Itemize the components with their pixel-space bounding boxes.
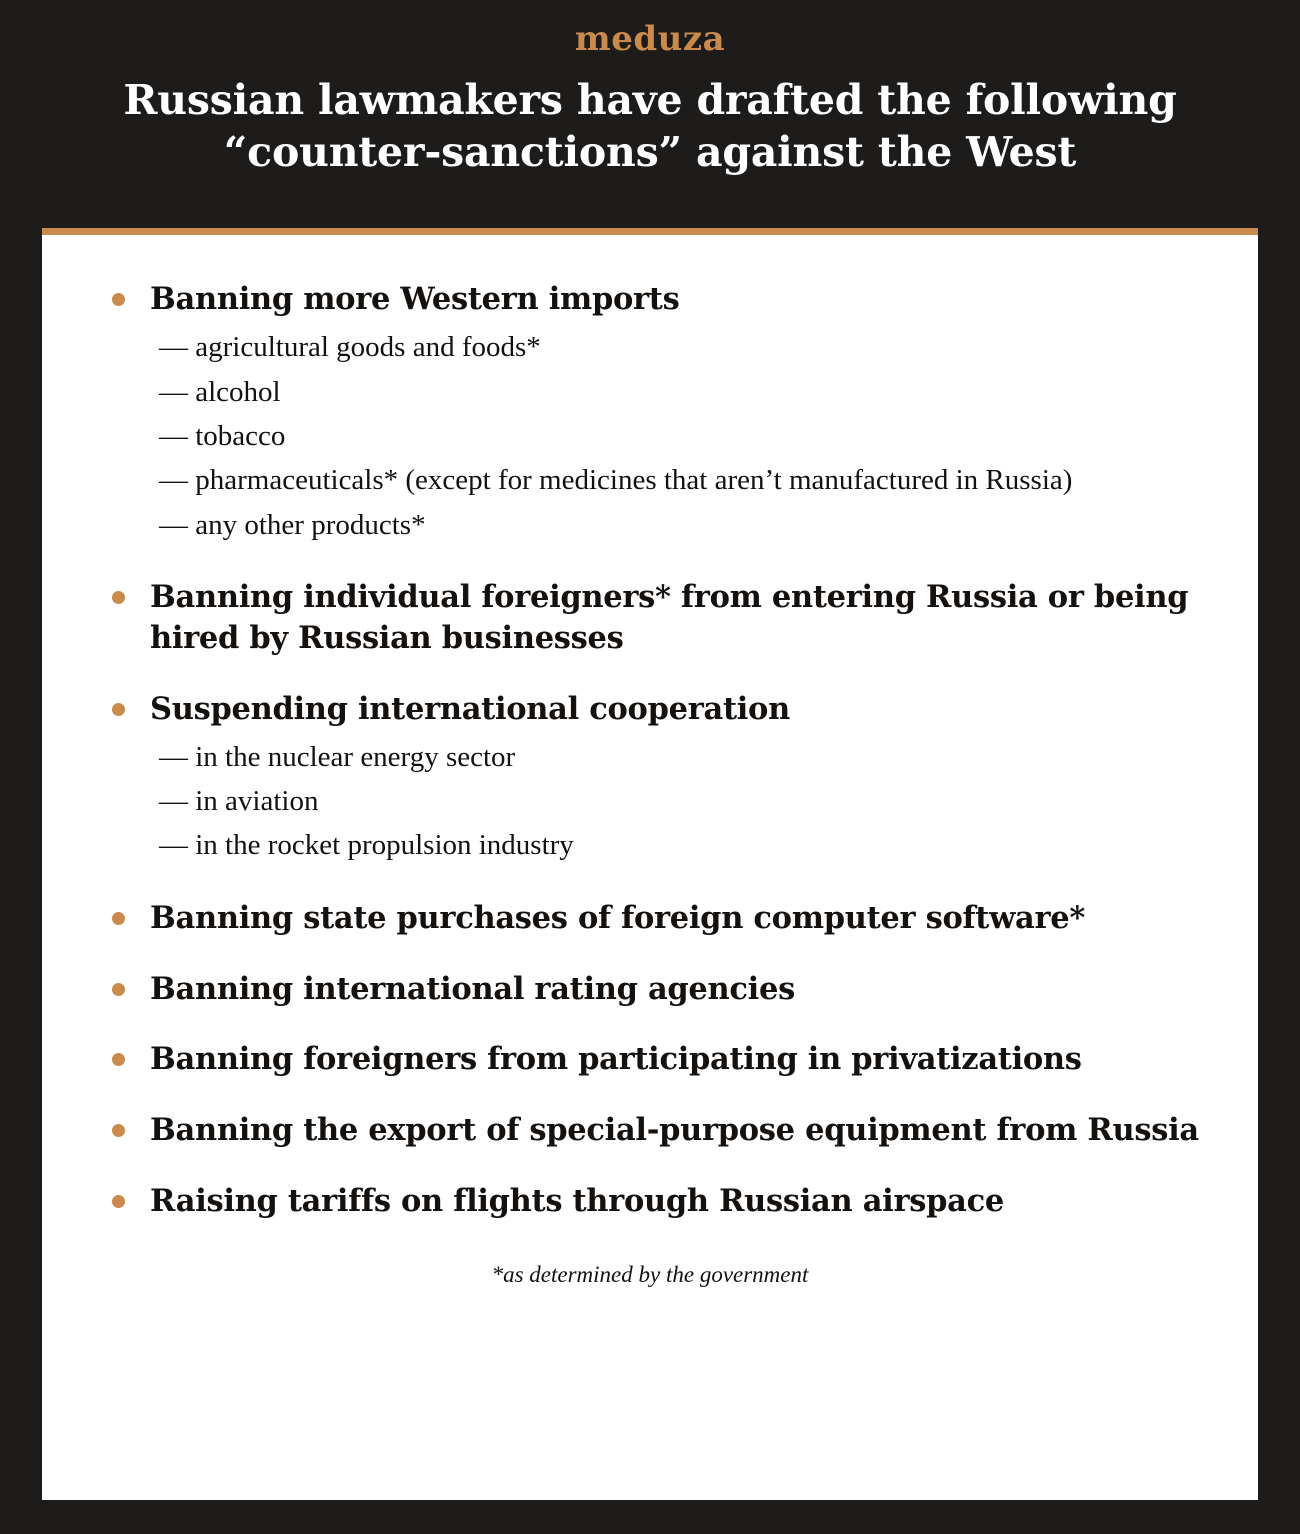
bullet-icon <box>112 1053 125 1066</box>
list-item-title: Banning foreigners from participating in privatizations <box>150 1041 1082 1078</box>
sub-list <box>159 325 1200 547</box>
sub-list <box>159 735 1200 868</box>
list-item-title: Banning state purchases of foreign computer software* <box>150 899 1086 936</box>
bullet-icon <box>112 591 125 604</box>
list-item-title: Banning individual foreigners* from entering Russia or being hired by Russian businesses <box>150 579 1189 656</box>
sub-list-item: — pharmaceuticals* (except for medicines that aren’t manufactured in Russia) <box>159 464 1073 497</box>
sub-list-item: — agricultural goods and foods* <box>159 331 541 364</box>
list-item <box>100 689 1200 868</box>
sub-list-item: — in the rocket propulsion industry <box>159 829 574 862</box>
bullet-icon <box>112 703 125 716</box>
list-item-title: Raising tariffs on flights through Russian airspace <box>150 1183 1004 1220</box>
list-item <box>100 898 1200 939</box>
bullet-icon <box>112 1124 125 1137</box>
list-item-title: Banning international rating agencies <box>150 970 795 1007</box>
list-item <box>100 1181 1200 1222</box>
bullet-icon <box>112 912 125 925</box>
sub-list-item: — in aviation <box>159 785 319 817</box>
list-item <box>100 1039 1200 1080</box>
meduza-logo: meduza <box>574 19 726 59</box>
content-card <box>42 228 1258 1500</box>
footnote: *as determined by the government <box>491 1262 809 1288</box>
counter-sanctions-list <box>100 279 1200 1222</box>
list-item-title: Banning more Western imports <box>150 281 680 318</box>
list-item-title: Suspending international cooperation <box>150 690 790 727</box>
sub-list-item: — alcohol <box>159 375 281 408</box>
sub-list-item: — tobacco <box>159 419 286 452</box>
list-item <box>100 577 1200 659</box>
bullet-icon <box>112 293 125 306</box>
list-item <box>100 969 1200 1010</box>
sub-list-item: — any other products* <box>159 508 426 541</box>
list-item-title: Banning the export of special-purpose equipment from Russia <box>150 1112 1199 1149</box>
list-item <box>100 1110 1200 1151</box>
sub-list-item: — in the nuclear energy sector <box>159 740 516 773</box>
page-title: Russian lawmakers have drafted the following “counter-sanctions” against the West <box>123 76 1177 177</box>
bullet-icon <box>112 983 125 996</box>
bullet-icon <box>112 1195 125 1208</box>
list-item <box>100 279 1200 547</box>
